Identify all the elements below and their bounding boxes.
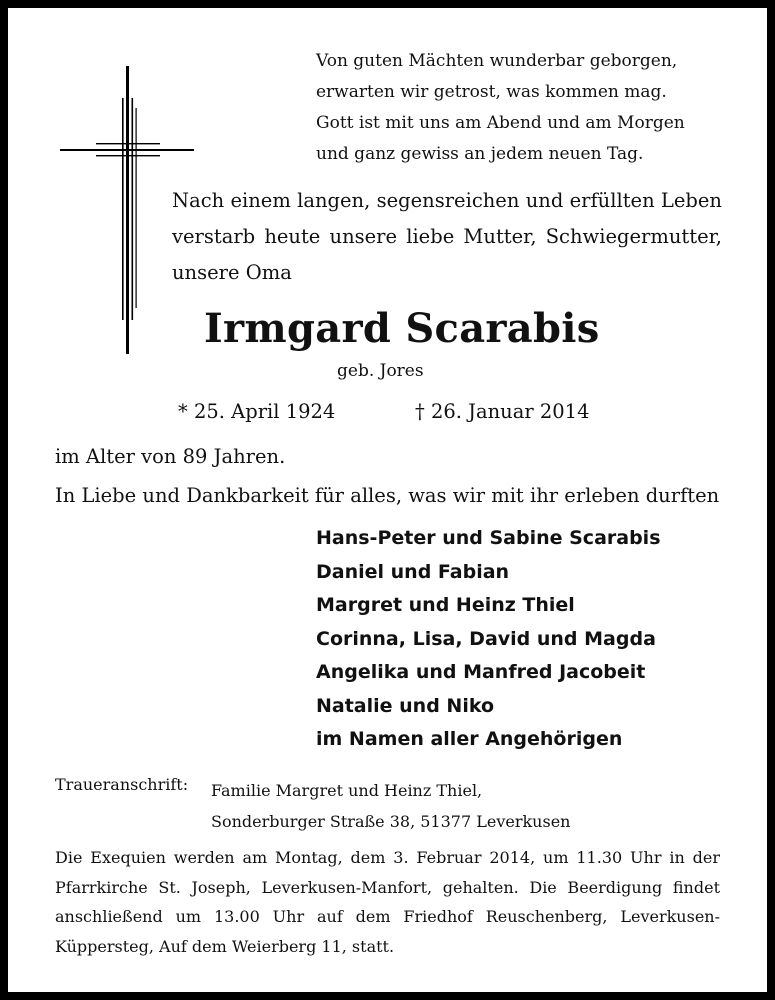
mourner-line: Corinna, Lisa, David und Magda	[316, 627, 656, 650]
death-date: † 26. Januar 2014	[415, 400, 590, 423]
funeral-info: Die Exequien werden am Montag, dem 3. Februar 2014, um 11.30 Uhr in der Pfarrkirche St. Joseph, Leverkusen-Manfort, gehalten. Die Beerdigung findet anschließend um 13.00 Uhr auf dem Friedhof Reuschenberg, Leverkusen-Küppersteg, Auf dem Weierberg 11, statt.	[55, 848, 720, 956]
address-line: Familie Margret und Heinz Thiel,	[211, 781, 483, 800]
age-text: im Alter von 89 Jahren.	[55, 445, 286, 468]
mourner-line: Angelika und Manfred Jacobeit	[316, 661, 646, 683]
intro-text: Nach einem langen, segensreichen und erfüllten Leben verstarb heute unsere liebe Mutter, Schwiegermutter, unsere Oma	[172, 189, 722, 284]
poem	[316, 46, 716, 170]
poem-line: Von guten Mächten wunderbar geborgen,	[316, 51, 678, 71]
thanks-text: In Liebe und Dankbarkeit für alles, was wir mit ihr erleben durften	[55, 484, 720, 507]
poem-line: erwarten wir getrost, was kommen mag.	[316, 82, 667, 102]
poem-line: Gott ist mit uns am Abend und am Morgen	[316, 113, 685, 133]
address-label: Traueranschrift:	[55, 775, 189, 794]
mourners-list	[316, 522, 661, 757]
mourner-line: Daniel und Fabian	[316, 560, 510, 583]
address-block	[211, 775, 570, 837]
address-line: Sonderburger Straße 38, 51377 Leverkusen	[211, 812, 571, 831]
birth-name: geb. Jores	[337, 361, 424, 381]
deceased-name: Irmgard Scarabis	[204, 305, 600, 352]
mourner-line: Hans-Peter und Sabine Scarabis	[316, 527, 661, 549]
mourner-line: im Namen aller Angehörigen	[316, 728, 623, 750]
mourner-line: Margret und Heinz Thiel	[316, 594, 575, 616]
mourner-line: Natalie und Niko	[316, 694, 495, 717]
poem-line: und ganz gewiss an jedem neuen Tag.	[316, 144, 644, 164]
birth-date: * 25. April 1924	[178, 400, 336, 423]
